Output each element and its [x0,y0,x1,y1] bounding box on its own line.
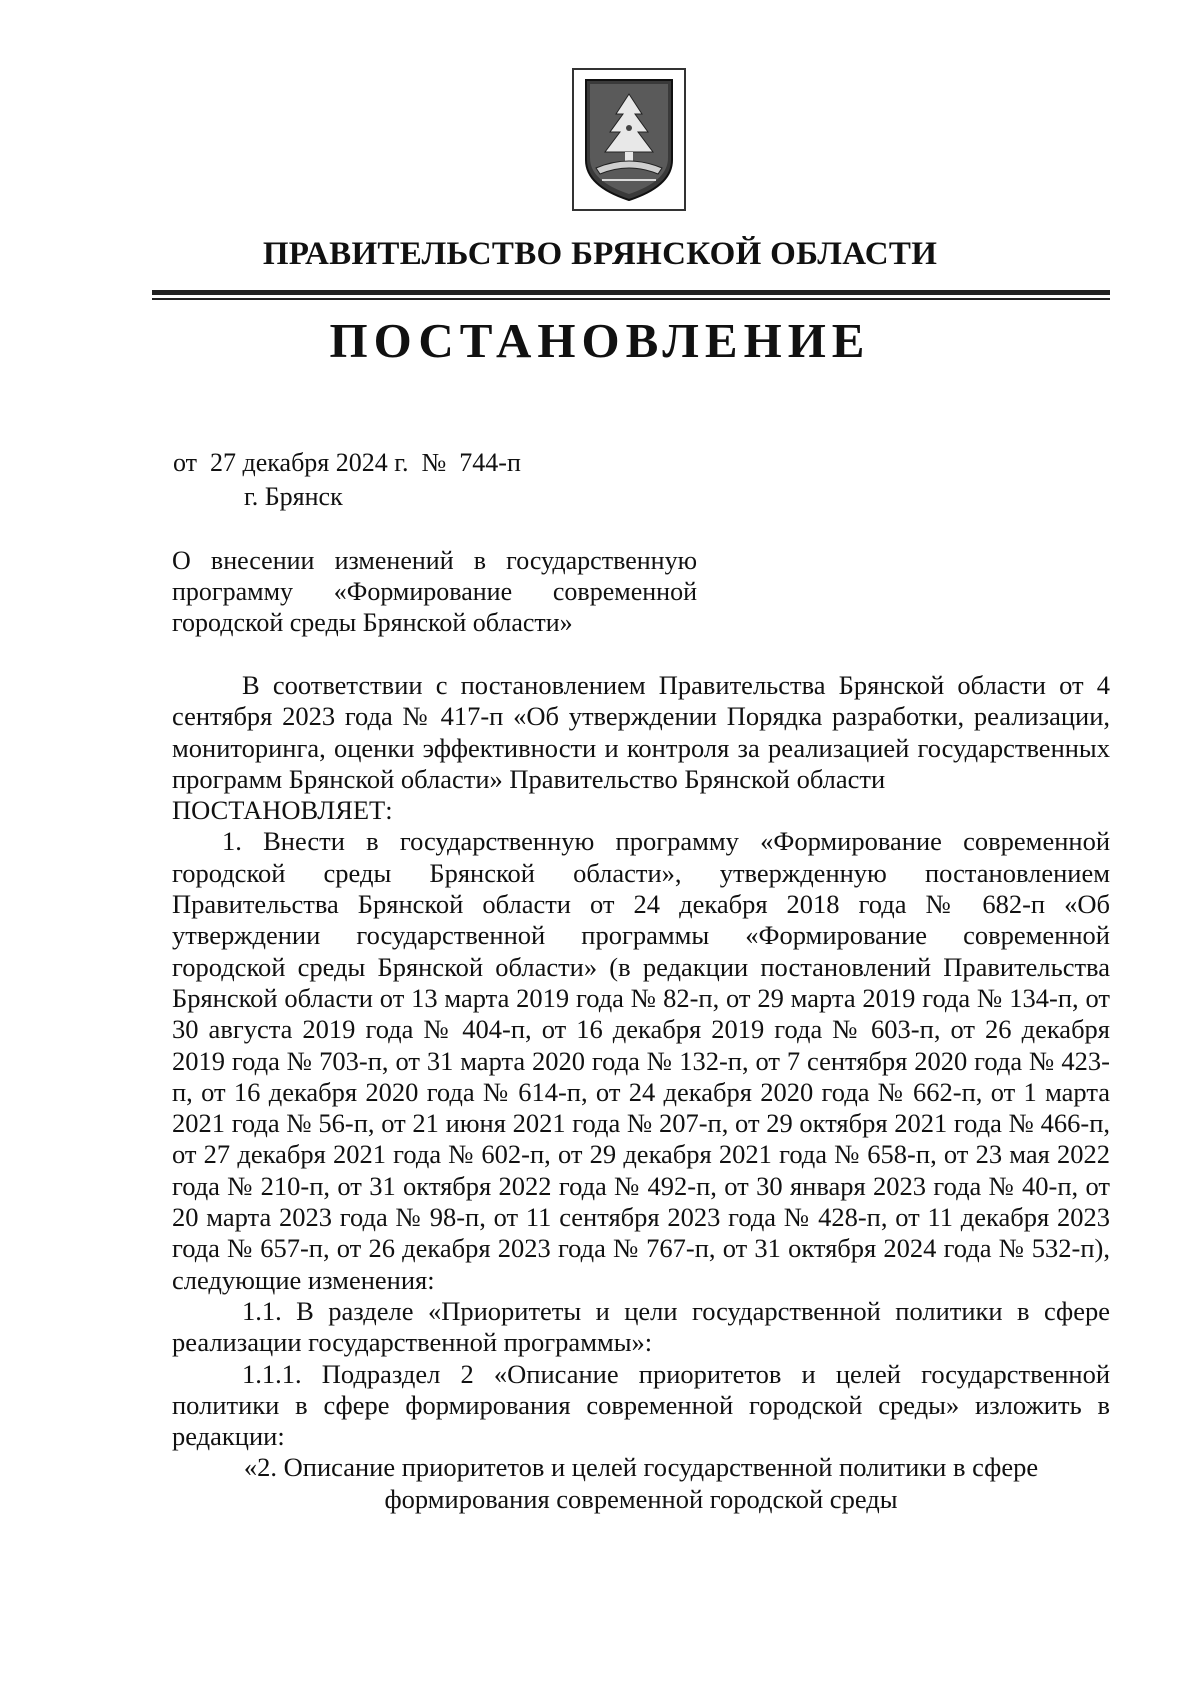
organization-title: ПРАВИТЕЛЬСТВО БРЯНСКОЙ ОБЛАСТИ [262,236,938,272]
document-body [172,670,1110,1515]
header-rule-thick [152,290,1110,295]
document-meta [173,446,521,514]
document-city: г. Брянск [244,482,343,511]
document-subject: О внесении изменений в государственную программу «Формирование современной городской среды Брянской области» [172,546,697,637]
resolves-heading: ПОСТАНОВЛЯЕТ: [172,795,393,826]
document-type-title: ПОСТАНОВЛЕНИЕ [329,313,871,368]
section-heading: «2. Описание приоритетов и целей государственной политики в сфере формирования современной городской среды [243,1452,1039,1514]
item-1-1-paragraph: 1.1. В разделе «Приоритеты и цели государственной политики в сфере реализации государственной программы»: [172,1295,1110,1358]
document-date-number: от 27 декабря 2024 г. № 744-п [173,448,521,477]
item-1-paragraph: 1. Внести в государственную программу «Формирование современной городской среды Брянской области», утвержденную постановлением Правительства Брянской области от 24 декабря 2018 года № 682-п «Об утверждении государственной программы «Формирование современной городской среды Брянской области» (в редакции постановлений Правительства Брянской области от 13 марта 2019 года № 82-п, от 29 марта 2019 года № 134-п, от 30 августа 2019 года № 404-п, от 16 декабря 2019 года № 603-п, от 26 декабря 2019 года № 703-п, от 31 марта 2020 года № 132-п, от 7 сентября 2020 года № 423-п, от 16 декабря 2020 года № 614-п, от 24 декабря 2020 года № 662-п, от 1 марта 2021 года № 56-п, от 21 июня 2021 года № 207-п, от 29 октября 2021 года № 466-п, от 27 декабря 2021 года № 602-п, от 29 декабря 2021 года № 658-п, от 23 мая 2022 года № 210-п, от 31 октября 2022 года № 492-п, от 30 января 2023 года № 40-п, от 20 марта 2023 года № 98-п, от 11 сентября 2023 года № 428-п, от 11 декабря 2023 года № 657-п, от 26 декабря 2023 года № 767-п, от 31 октября 2024 года № 532-п), следующие изменения: [172,826,1110,1295]
bryansk-coat-of-arms-icon [572,68,686,211]
item-1-1-1-paragraph: 1.1.1. Подраздел 2 «Описание приоритетов и целей государственной политики в сфере формирования современной городской среды» изложить в редакции: [172,1358,1110,1452]
header-rule-thin [152,298,1110,300]
preamble-paragraph: В соответствии с постановлением Правительства Брянской области от 4 сентября 2023 года № 417-п «Об утверждении Порядка разработки, реализации, мониторинга, оценки эффективности и контроля за реализацией государственных программ Брянской области» Правительство Брянской области [172,670,1110,794]
